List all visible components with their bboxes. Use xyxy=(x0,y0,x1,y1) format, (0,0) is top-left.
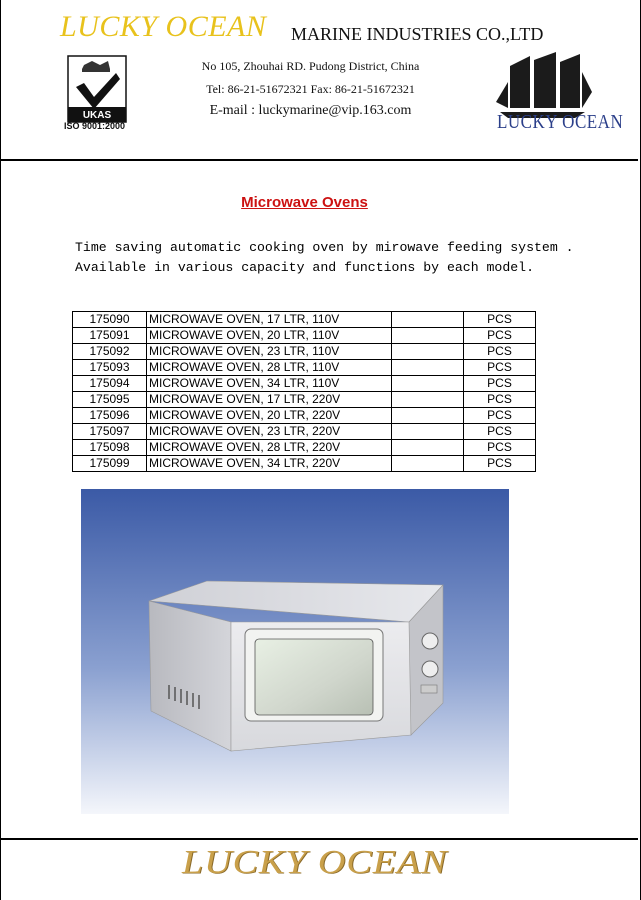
item-empty-cell xyxy=(392,328,464,344)
item-unit-cell: PCS xyxy=(464,424,536,440)
company-address: No 105, Zhouhai RD. Pudong District, China xyxy=(201,59,420,73)
item-description-cell: MICROWAVE OVEN, 28 LTR, 220V xyxy=(147,440,392,456)
item-empty-cell xyxy=(392,392,464,408)
table-row xyxy=(73,344,536,360)
item-code-cell: 175097 xyxy=(73,424,147,440)
item-unit-cell: PCS xyxy=(464,440,536,456)
item-code-cell: 175099 xyxy=(73,456,147,472)
item-description-cell: MICROWAVE OVEN, 23 LTR, 110V xyxy=(147,344,392,360)
item-code-cell: 175098 xyxy=(73,440,147,456)
product-table xyxy=(72,311,536,472)
ukas-badge-text: UKAS xyxy=(82,110,112,121)
table-row xyxy=(73,440,536,456)
item-empty-cell xyxy=(392,424,464,440)
item-empty-cell xyxy=(392,440,464,456)
page-title: Microwave Ovens xyxy=(241,194,368,211)
item-unit-cell: PCS xyxy=(464,392,536,408)
table-row xyxy=(73,328,536,344)
item-unit-cell: PCS xyxy=(464,344,536,360)
table-row xyxy=(73,408,536,424)
company-name: MARINE INDUSTRIES CO.,LTD xyxy=(291,24,544,44)
item-code-cell: 175091 xyxy=(73,328,147,344)
item-description-cell: MICROWAVE OVEN, 20 LTR, 110V xyxy=(147,328,392,344)
table-row xyxy=(73,312,536,328)
item-empty-cell xyxy=(392,312,464,328)
item-unit-cell: PCS xyxy=(464,376,536,392)
company-email: E-mail : luckymarine@vip.163.com xyxy=(209,103,412,118)
table-row xyxy=(73,360,536,376)
microwave-oven-photo xyxy=(81,489,509,814)
item-code-cell: 175095 xyxy=(73,392,147,408)
description-line-2: Available in various capacity and functions by each model. xyxy=(75,260,534,275)
item-unit-cell: PCS xyxy=(464,360,536,376)
brand-name: LUCKY OCEAN xyxy=(60,10,267,43)
item-code-cell: 175092 xyxy=(73,344,147,360)
company-phone-fax: Tel: 86-21-51672321 Fax: 86-21-51672321 xyxy=(206,82,415,96)
item-unit-cell: PCS xyxy=(464,312,536,328)
iso-caption: ISO 9001:2000 xyxy=(64,121,126,131)
item-unit-cell: PCS xyxy=(464,408,536,424)
item-empty-cell xyxy=(392,408,464,424)
footer-brand: LUCKY OCEAN xyxy=(182,843,448,881)
item-empty-cell xyxy=(392,360,464,376)
item-description-cell: MICROWAVE OVEN, 17 LTR, 110V xyxy=(147,312,392,328)
item-unit-cell: PCS xyxy=(464,456,536,472)
item-code-cell: 175096 xyxy=(73,408,147,424)
header-divider xyxy=(0,159,638,161)
item-description-cell: MICROWAVE OVEN, 34 LTR, 220V xyxy=(147,456,392,472)
item-code-cell: 175094 xyxy=(73,376,147,392)
table-row xyxy=(73,376,536,392)
item-empty-cell xyxy=(392,376,464,392)
description-line-1: Time saving automatic cooking oven by mirowave feeding system . xyxy=(75,240,574,255)
footer-divider xyxy=(0,838,638,840)
item-code-cell: 175093 xyxy=(73,360,147,376)
item-unit-cell: PCS xyxy=(464,328,536,344)
table-row xyxy=(73,456,536,472)
item-empty-cell xyxy=(392,344,464,360)
item-description-cell: MICROWAVE OVEN, 34 LTR, 110V xyxy=(147,376,392,392)
item-description-cell: MICROWAVE OVEN, 23 LTR, 220V xyxy=(147,424,392,440)
item-description-cell: MICROWAVE OVEN, 28 LTR, 110V xyxy=(147,360,392,376)
table-row xyxy=(73,392,536,408)
item-description-cell: MICROWAVE OVEN, 17 LTR, 220V xyxy=(147,392,392,408)
item-description-cell: MICROWAVE OVEN, 20 LTR, 220V xyxy=(147,408,392,424)
item-code-cell: 175090 xyxy=(73,312,147,328)
page-border-left xyxy=(0,0,1,900)
item-empty-cell xyxy=(392,456,464,472)
table-row xyxy=(73,424,536,440)
page-description xyxy=(75,238,574,278)
logo-caption: LUCKY OCEAN xyxy=(497,110,624,133)
